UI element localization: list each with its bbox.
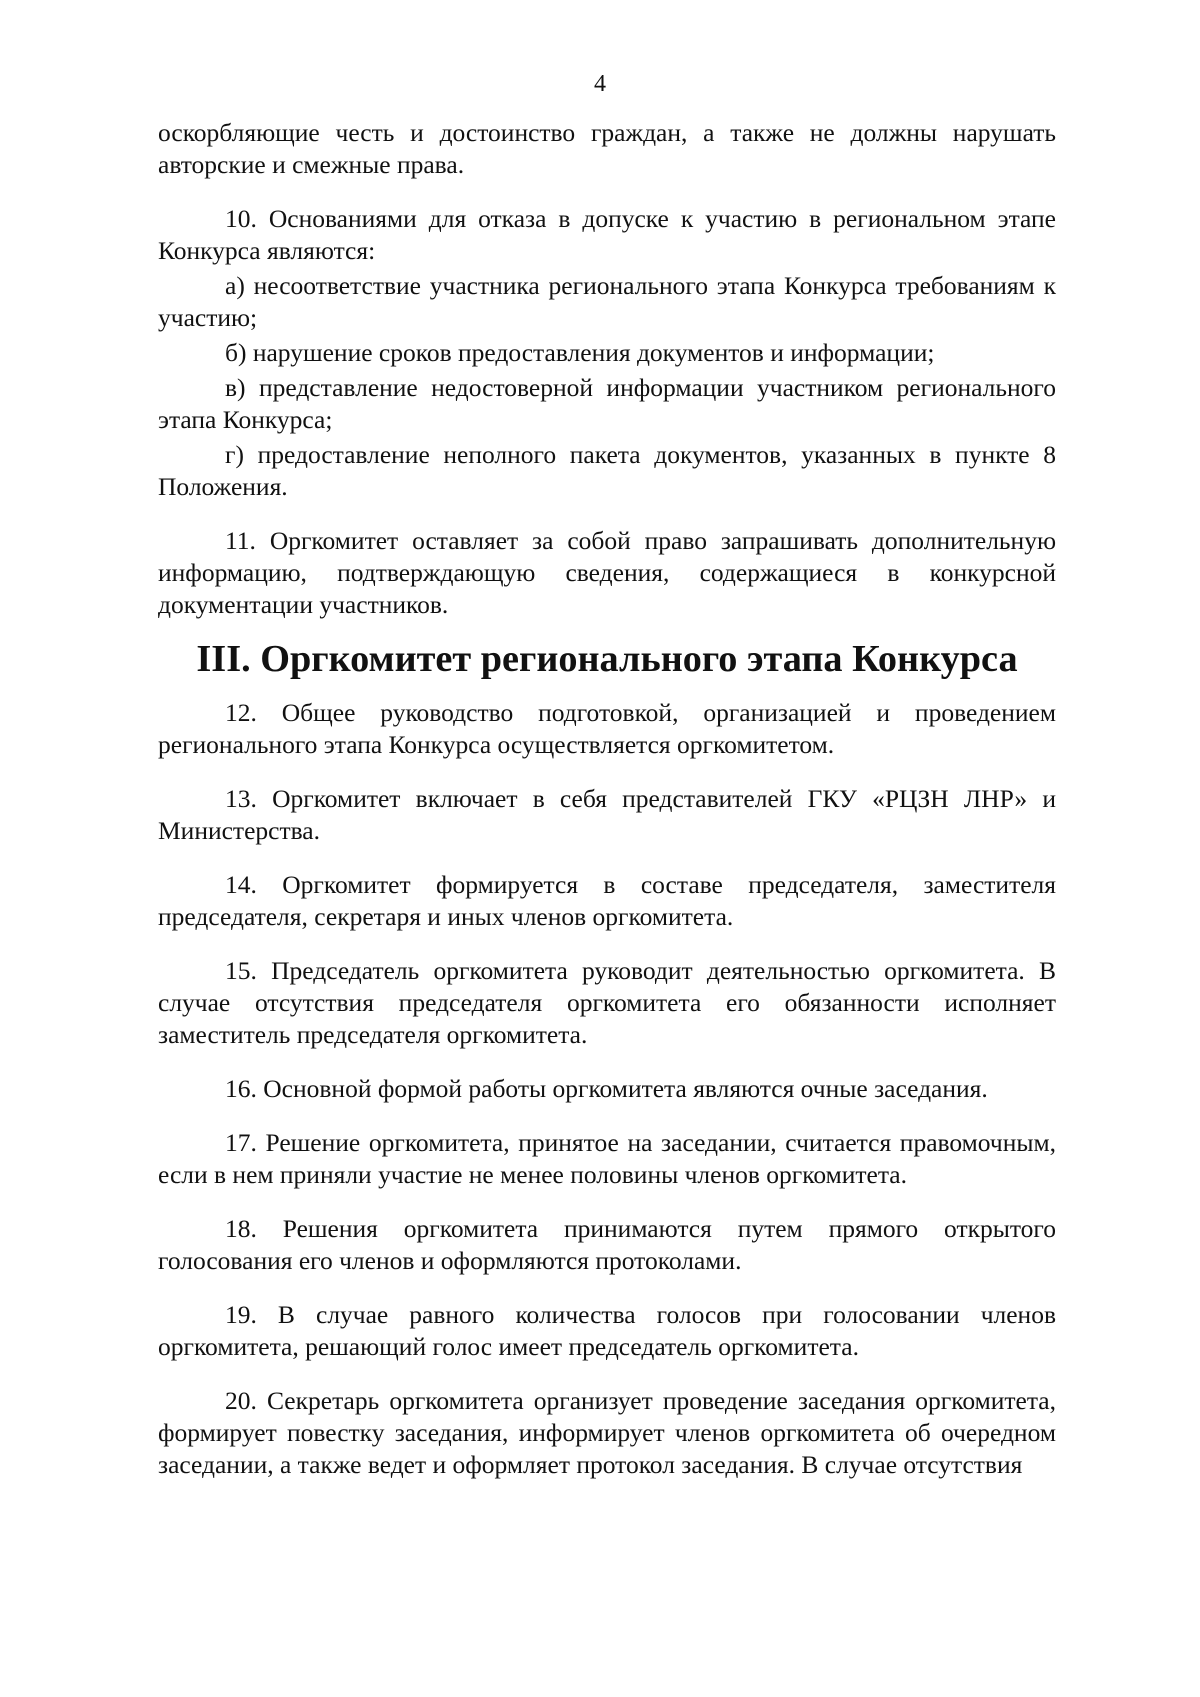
paragraph-15: 15. Председатель оргкомитета руководит деятельностью оргкомитета. В случае отсутствия председателя оргкомитета его обязанности исполняет заместитель председателя оргкомитета.	[158, 956, 1056, 1049]
paragraph-11: 11. Оргкомитет оставляет за собой право запрашивать дополнительную информацию, подтверждающую сведения, содержащиеся в конкурсной документации участников.	[158, 526, 1056, 619]
paragraph-10-item-a: а) несоответствие участника регионального этапа Конкурса требованиям к участию;	[158, 271, 1056, 332]
page-number: 4	[594, 71, 606, 97]
paragraph-17: 17. Решение оргкомитета, принятое на заседании, считается правомочным, если в нем приняли участие не менее половины членов оргкомитета.	[158, 1128, 1056, 1189]
paragraph-12: 12. Общее руководство подготовкой, организацией и проведением регионального этапа Конкурса осуществляется оргкомитетом.	[158, 698, 1056, 759]
paragraph-19: 19. В случае равного количества голосов при голосовании членов оргкомитета, решающий голос имеет председатель оргкомитета.	[158, 1300, 1056, 1361]
paragraph-continuation: оскорбляющие честь и достоинство граждан, а также не должны нарушать авторские и смежные права.	[158, 118, 1056, 179]
section-heading: III. Оргкомитет регионального этапа Конкурса	[196, 638, 1018, 680]
document-body	[158, 117, 1056, 1481]
paragraph-14: 14. Оргкомитет формируется в составе председателя, заместителя председателя, секретаря и иных членов оргкомитета.	[158, 870, 1056, 931]
paragraph-13: 13. Оргкомитет включает в себя представителей ГКУ «РЦЗН ЛНР» и Министерства.	[158, 784, 1056, 845]
paragraph-10-item-d: г) предоставление неполного пакета документов, указанных в пункте 8 Положения.	[158, 440, 1056, 501]
paragraph-16: 16. Основной формой работы оргкомитета являются очные заседания.	[225, 1074, 988, 1103]
paragraph-10: 10. Основаниями для отказа в допуске к участию в региональном этапе Конкурса являются:	[158, 204, 1056, 265]
paragraph-10-item-c: в) представление недостоверной информации участником регионального этапа Конкурса;	[158, 373, 1056, 434]
paragraph-20: 20. Секретарь оргкомитета организует проведение заседания оргкомитета, формирует повестку заседания, информирует членов оргкомитета об очередном заседании, а также ведет и оформляет протокол заседания. В случае отсутствия	[158, 1386, 1056, 1479]
paragraph-18: 18. Решения оргкомитета принимаются путем прямого открытого голосования его членов и оформляются протоколами.	[158, 1214, 1056, 1275]
paragraph-10-item-b: б) нарушение сроков предоставления документов и информации;	[225, 338, 935, 367]
